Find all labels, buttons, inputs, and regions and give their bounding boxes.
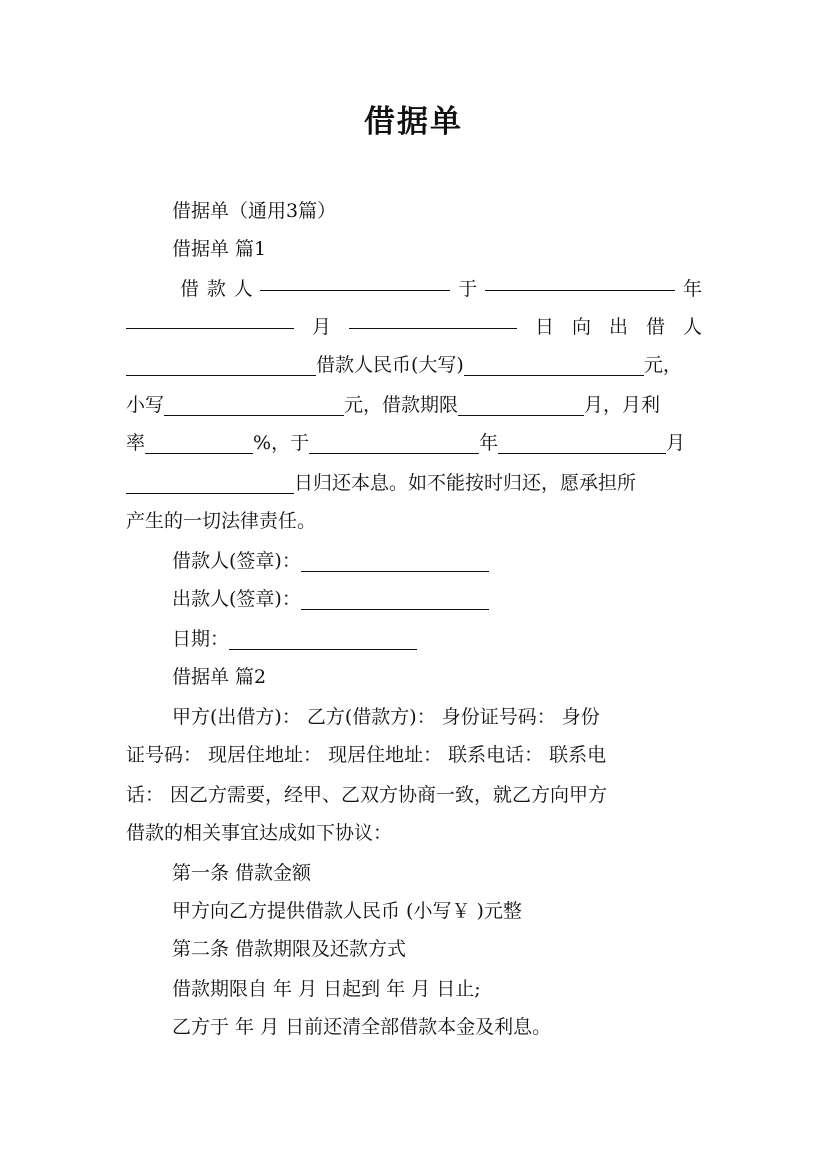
lender-signature-blank	[301, 589, 489, 610]
document-title: 借据单	[364, 104, 463, 140]
lender-signature-row: 出款人(签章)：	[172, 580, 702, 618]
loan-line-3: 借款人民币(大写) 元，	[126, 346, 702, 384]
blank-repay-year	[309, 433, 479, 454]
blank-rate	[145, 433, 253, 454]
borrower-signature-row: 借款人(签章)：	[172, 542, 702, 580]
loan-line-1: 借 款 人 于 年	[180, 270, 702, 308]
section2-heading: 借据单 篇2	[172, 666, 267, 688]
blank-repay-day	[126, 473, 294, 494]
blank-term	[458, 395, 584, 416]
loan-line-4: 小写 元，借款期限 月，月利	[126, 394, 661, 416]
blank-repay-month	[498, 433, 666, 454]
article1-title: 第一条 借款金额	[172, 862, 312, 884]
blank-amount-upper	[464, 355, 644, 376]
loan-line-6: 日归还本息。如不能按时归还，愿承担所	[126, 464, 702, 502]
article1-text: 甲方向乙方提供借款人民币 (小写￥ )元整	[172, 900, 522, 922]
article2-text-2: 乙方于 年 月 日前还清全部借款本金及利息。	[172, 1016, 552, 1038]
article2-title: 第二条 借款期限及还款方式	[172, 938, 407, 960]
date-blank	[229, 629, 417, 650]
borrower-signature-blank	[301, 551, 489, 572]
blank-day	[349, 308, 517, 329]
loan-line-2: 月 日 向 出 借 人	[126, 308, 702, 346]
section2-para-line-1: 甲方(出借方)： 乙方(借款方)： 身份证号码： 身份	[172, 706, 600, 728]
blank-month	[126, 308, 294, 329]
article2-text-1: 借款期限自 年 月 日起到 年 月 日止;	[172, 978, 481, 1000]
blank-borrower	[260, 270, 450, 291]
blank-amount-lower	[164, 395, 344, 416]
date-row: 日期：	[172, 620, 702, 658]
section2-para-line-2: 证号码： 现居住地址： 现居住地址： 联系电话： 联系电	[126, 744, 607, 766]
blank-year	[485, 270, 675, 291]
loan-line-7: 产生的一切法律责任。	[126, 510, 317, 532]
loan-line-5: 率 %，于 年 月	[126, 432, 686, 454]
subtitle: 借据单（通用3篇）	[172, 200, 337, 222]
section1-heading: 借据单 篇1	[172, 238, 267, 260]
blank-lender	[126, 355, 316, 376]
section2-para-line-3: 话： 因乙方需要，经甲、乙双方协商一致，就乙方向甲方	[126, 784, 608, 806]
section2-para-line-4: 借款的相关事宜达成如下协议：	[126, 822, 393, 844]
